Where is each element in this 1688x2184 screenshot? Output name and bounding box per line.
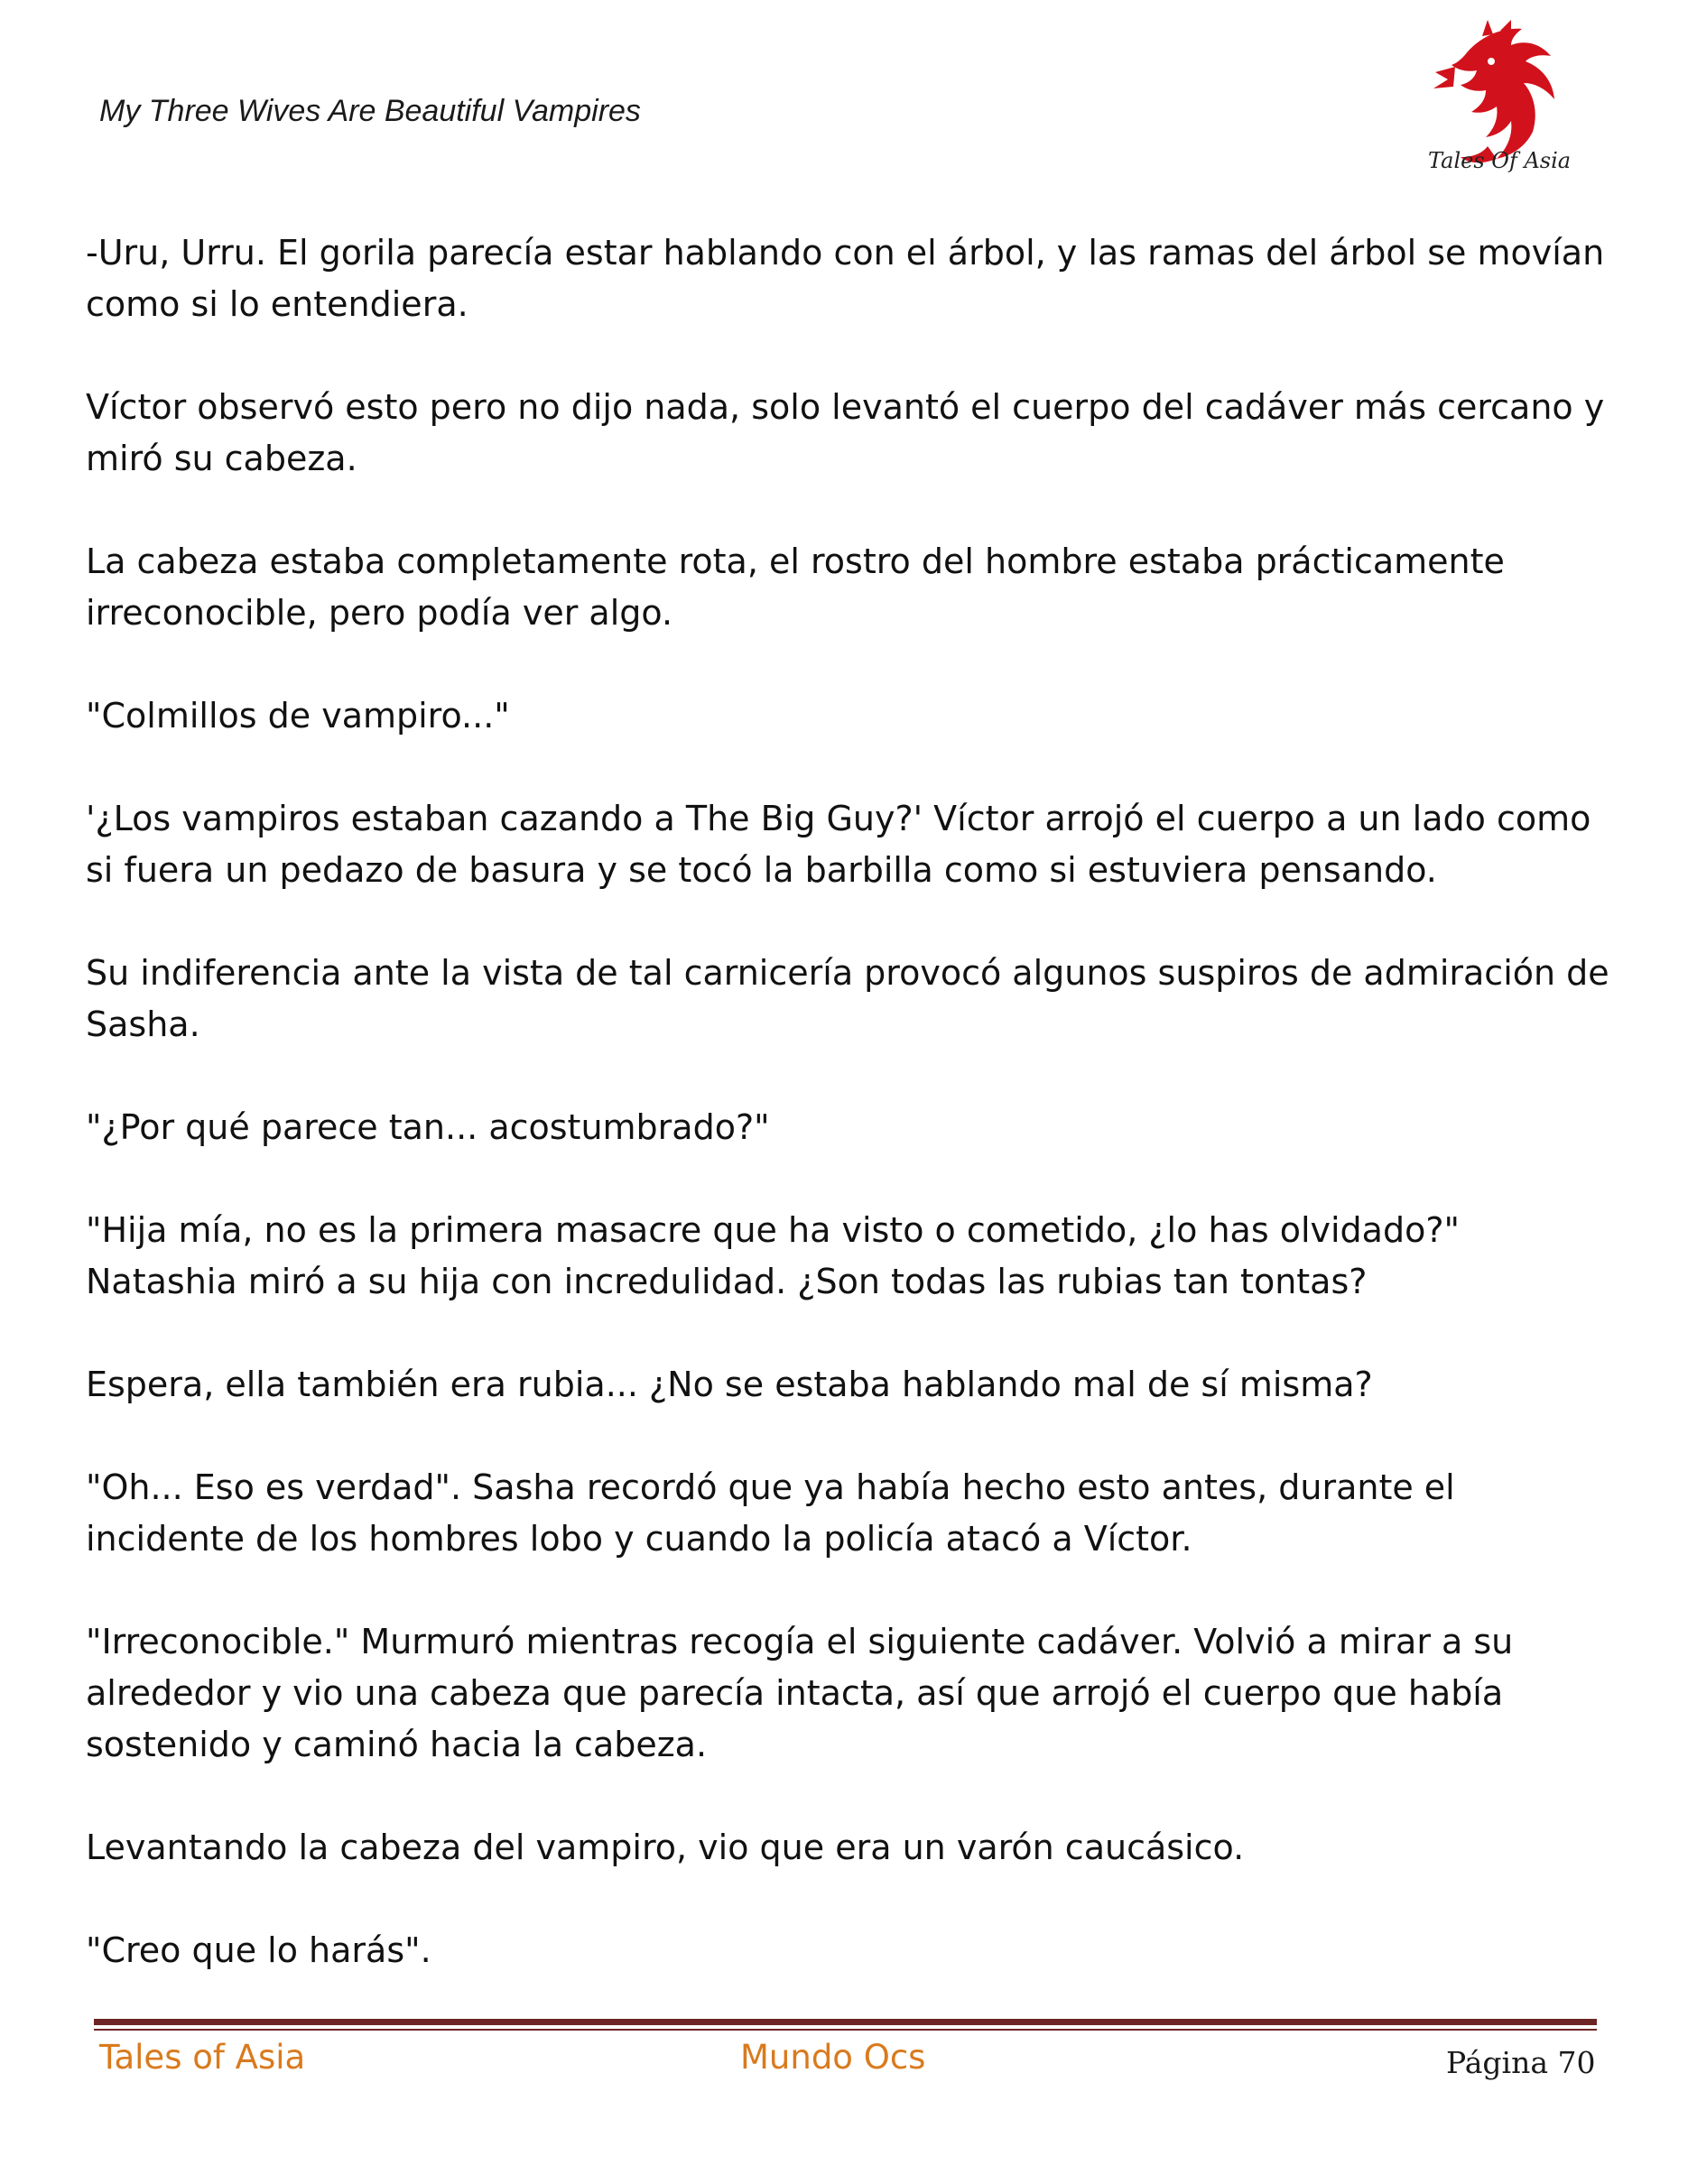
paragraph: Víctor observó esto pero no dijo nada, solo levantó el cuerpo del cadáver más cercano y miró su cabeza.	[86, 387, 1605, 478]
paragraph: "Irreconocible." Murmuró mientras recogía el siguiente cadáver. Volvió a mirar a su alrededor y vio una cabeza que parecía intacta, así que arrojó el cuerpo que había sostenido y caminó hacia la cabeza.	[86, 1622, 1514, 1764]
footer-divider	[94, 2019, 1597, 2025]
paragraph: "¿Por qué parece tan... acostumbrado?"	[86, 1107, 770, 1147]
page-number: Página 70	[1446, 2045, 1596, 2080]
paragraph: "Colmillos de vampiro..."	[86, 696, 510, 736]
footer-center-text: Mundo Ocs	[740, 2038, 926, 2077]
footer-divider-thin	[94, 2029, 1597, 2031]
paragraph: Espera, ella también era rubia... ¿No se estaba hablando mal de sí misma?	[86, 1365, 1373, 1404]
paragraph: '¿Los vampiros estaban cazando a The Big Guy?' Víctor arrojó el cuerpo a un lado como si fuera un pedazo de basura y se tocó la barbilla como si estuviera pensando.	[86, 799, 1591, 890]
document-header-title: My Three Wives Are Beautiful Vampires	[99, 94, 641, 128]
paragraph: Su indiferencia ante la vista de tal carnicería provocó algunos suspiros de admiración de Sasha.	[86, 953, 1609, 1044]
paragraph: -Uru, Urru. El gorila parecía estar hablando con el árbol, y las ramas del árbol se movían como si lo entendiera.	[86, 233, 1605, 324]
paragraph: Levantando la cabeza del vampiro, vio que era un varón caucásico.	[86, 1828, 1245, 1867]
paragraph: "Hija mía, no es la primera masacre que ha visto o cometido, ¿lo has olvidado?" Natashia miró a su hija con incredulidad. ¿Son todas las rubias tan tontas?	[86, 1210, 1460, 1301]
paragraph: La cabeza estaba completamente rota, el rostro del hombre estaba prácticamente irreconocible, pero podía ver algo.	[86, 541, 1505, 633]
document-body	[86, 227, 1620, 2028]
footer-left-text: Tales of Asia	[99, 2038, 306, 2077]
paragraph: "Oh... Eso es verdad". Sasha recordó que ya había hecho esto antes, durante el incidente de los hombres lobo y cuando la policía atacó a Víctor.	[86, 1467, 1455, 1559]
paragraph: "Creo que lo harás".	[86, 1930, 431, 1970]
logo-text: Tales Of Asia	[1428, 148, 1572, 173]
